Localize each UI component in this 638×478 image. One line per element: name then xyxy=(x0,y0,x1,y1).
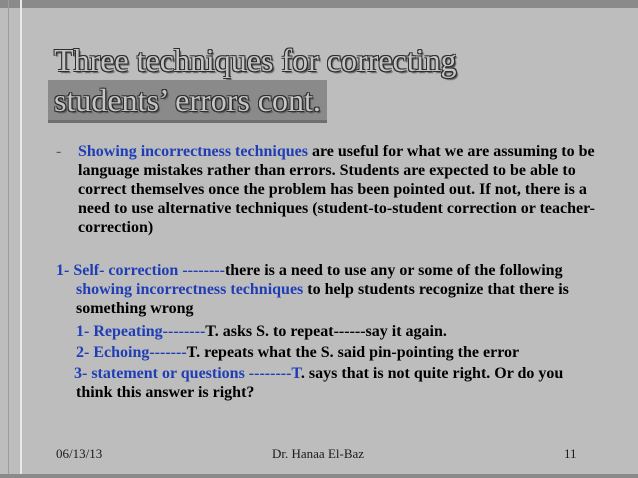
self-correction-highlight: showing incorrectness techniques xyxy=(76,281,304,298)
top-bar xyxy=(0,0,638,8)
title-line-1: Three techniques for correcting xyxy=(54,42,457,78)
item-statement-text: . says that is not quite right. Or do you think this answer is right? xyxy=(76,365,564,401)
bullet-paragraph xyxy=(56,142,596,237)
item-echoing xyxy=(56,343,596,362)
bullet-marker: - xyxy=(56,143,62,160)
self-correction-text-2: to help students recognize that there is something wrong xyxy=(76,281,569,317)
item-repeating xyxy=(56,322,596,341)
item-echoing-label: 2- Echoing------- xyxy=(76,344,187,361)
self-correction-text-1: there is a need to use any or some of the following xyxy=(224,262,563,279)
left-stripe-light xyxy=(20,0,22,478)
self-correction-label: 1- Self- correction -------- xyxy=(56,262,225,279)
self-correction-paragraph xyxy=(56,261,596,318)
slide-title xyxy=(48,40,568,123)
item-echoing-text: T. repeats what the S. said pin-pointing the error xyxy=(186,344,520,361)
bottom-bar xyxy=(0,474,638,478)
item-statement-label: 3- statement or questions --------T xyxy=(74,365,301,382)
title-line-2: students’ errors cont. xyxy=(48,80,327,123)
bullet-text: are useful for what we are assuming to be language mistakes rather than errors. Students are expected to be able to correct themselves once the problem has been pointed out. If not, there is a need to use alternative techniques (student-to-student correction or teacher-correction) xyxy=(78,143,595,236)
item-repeating-text: T. asks S. to repeat------say it again. xyxy=(205,323,447,340)
item-statement xyxy=(56,364,596,402)
left-stripe-dark xyxy=(8,0,9,478)
footer-author: Dr. Hanaa El-Baz xyxy=(272,446,365,461)
item-repeating-label: 1- Repeating-------- xyxy=(76,323,206,340)
footer-page-number: 11 xyxy=(564,446,577,461)
slide-body xyxy=(56,142,596,402)
footer-date: 06/13/13 xyxy=(56,446,103,461)
bullet-highlight: Showing incorrectness techniques xyxy=(78,143,308,160)
